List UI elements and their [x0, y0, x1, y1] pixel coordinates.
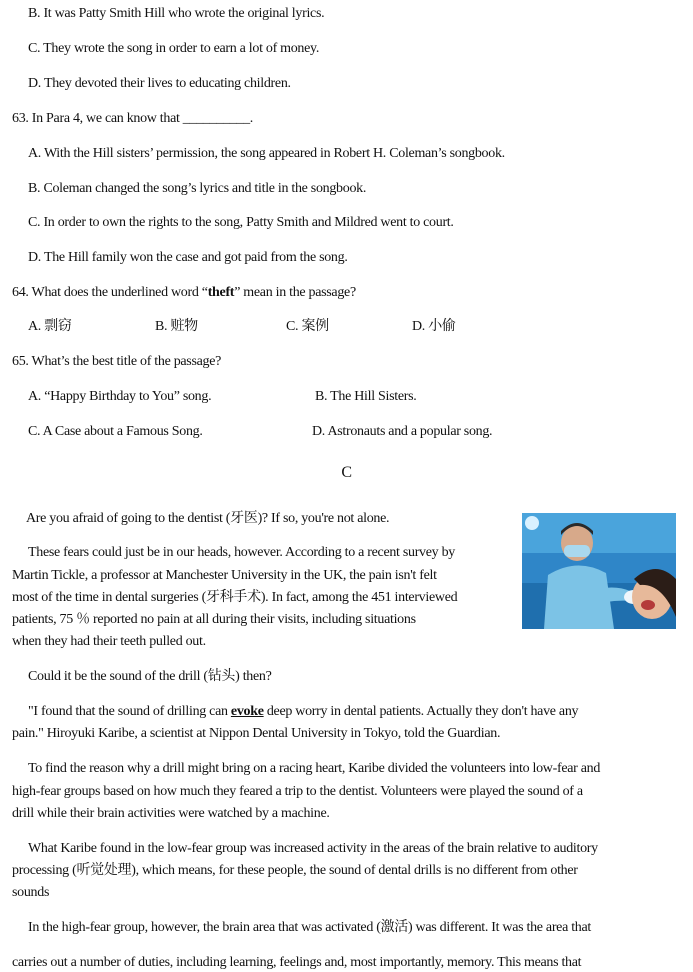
dentist-photo	[522, 513, 676, 629]
q62-option-b: B. It was Patty Smith Hill who wrote the original lyrics.	[28, 6, 325, 21]
passage-p5-line: high-fear groups based on how much they feared a trip to the dentist. Volunteers were played the sound of a	[12, 784, 583, 799]
passage-p4-after: deep worry in dental patients. Actually they don't have any	[263, 704, 579, 719]
passage-p1: Are you afraid of going to the dentist (牙医)? If so, you're not alone.	[26, 511, 390, 526]
q64-option-a: A. 剽窃	[28, 319, 72, 334]
q64-option-c: C. 案例	[286, 319, 329, 334]
passage-p2-line: most of the time in dental surgeries (牙科手术). In fact, among the 451 interviewed	[12, 590, 458, 605]
passage-p5-line: drill while their brain activities were watched by a machine.	[12, 806, 330, 821]
q65-option-b: B. The Hill Sisters.	[315, 389, 417, 404]
passage-p7-line: In the high-fear group, however, the brain area that was activated (激活) was different. It was the area that	[28, 920, 591, 935]
section-heading: C	[341, 464, 352, 481]
q63-option-a: A. With the Hill sisters’ permission, the song appeared in Robert H. Coleman’s songbook.	[28, 146, 505, 161]
passage-p4-line: pain." Hiroyuki Karibe, a scientist at Nippon Dental University in Tokyo, told the Guardian.	[12, 726, 501, 741]
q62-option-d: D. They devoted their lives to educating children.	[28, 76, 291, 91]
q62-option-c: C. They wrote the song in order to earn a lot of money.	[28, 41, 320, 56]
q65-option-c: C. A Case about a Famous Song.	[28, 424, 203, 439]
passage-p3: Could it be the sound of the drill (钻头) then?	[28, 669, 272, 684]
passage-p2-line: patients, 75 ％ reported no pain at all during their visits, including situations	[12, 612, 416, 627]
passage-p7-line: carries out a number of duties, including learning, feelings and, most importantly, memory. This means that	[12, 955, 582, 970]
q64-stem	[12, 284, 356, 302]
q65-option-a: A. “Happy Birthday to You” song.	[28, 389, 212, 404]
passage-p4-line	[28, 703, 578, 721]
passage-p4-underlined-word: evoke	[230, 704, 264, 719]
q63-stem: 63. In Para 4, we can know that __________.	[12, 111, 253, 126]
q64-option-d: D. 小偷	[412, 319, 456, 334]
passage-p5-line: To find the reason why a drill might bring on a racing heart, Karibe divided the volunteers into low-fear and	[28, 761, 601, 776]
q65-option-d: D. Astronauts and a popular song.	[312, 424, 493, 439]
q63-option-b: B. Coleman changed the song’s lyrics and title in the songbook.	[28, 181, 367, 196]
passage-p6-line: What Karibe found in the low-fear group was increased activity in the areas of the brain relative to auditory	[28, 841, 598, 856]
q63-option-d: D. The Hill family won the case and got paid from the song.	[28, 250, 348, 265]
passage-p4-before: "I found that the sound of drilling can	[28, 704, 231, 719]
passage-p6-line: processing (听觉处理), which means, for these people, the sound of dental drills is no different from other	[12, 863, 578, 878]
q64-stem-word: theft	[207, 285, 235, 300]
q65-stem: 65. What’s the best title of the passage?	[12, 354, 222, 369]
q64-stem-after: ” mean in the passage?	[234, 285, 356, 300]
q64-option-b: B. 赃物	[155, 319, 198, 334]
q64-stem-before: 64. What does the underlined word “	[12, 285, 208, 300]
q63-option-c: C. In order to own the rights to the song, Patty Smith and Mildred went to court.	[28, 215, 454, 230]
passage-p2-line: These fears could just be in our heads, however. According to a recent survey by	[28, 545, 455, 560]
passage-p2-line: when they had their teeth pulled out.	[12, 634, 206, 649]
passage-p2-line: Martin Tickle, a professor at Manchester University in the UK, the pain isn't felt	[12, 568, 437, 583]
passage-p6-line: sounds	[12, 885, 50, 900]
